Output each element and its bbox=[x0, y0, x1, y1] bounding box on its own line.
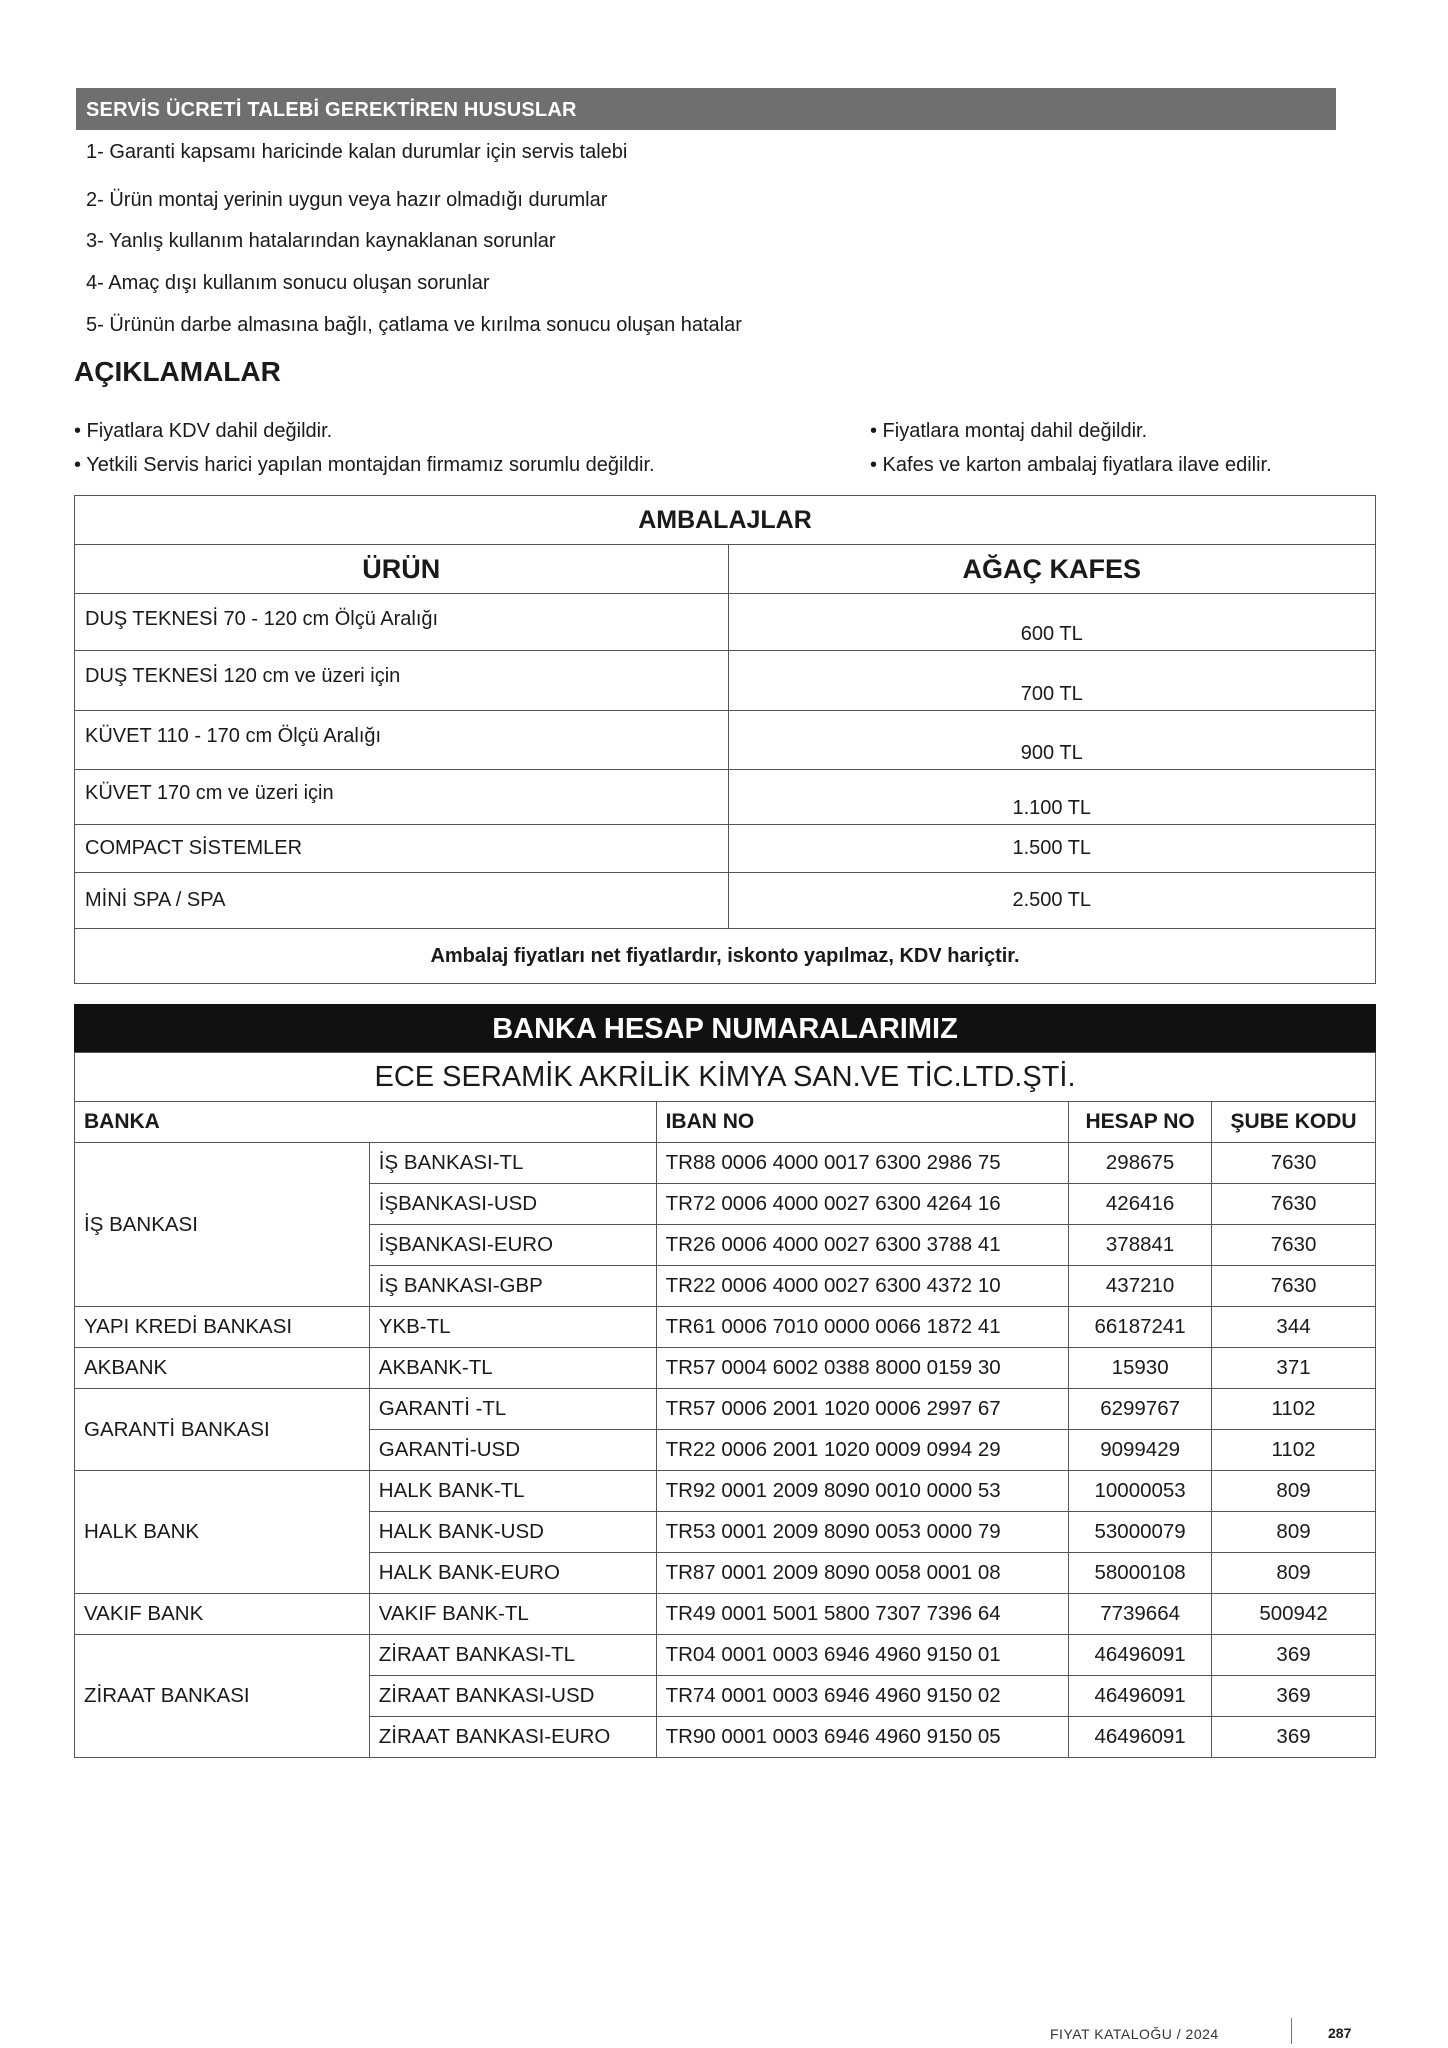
explanation-bullet: • Kafes ve karton ambalaj fiyatlara ilave edilir. bbox=[870, 454, 1272, 476]
account-number: 46496091 bbox=[1069, 1635, 1212, 1676]
account-name: İŞBANKASI-USD bbox=[369, 1184, 656, 1225]
account-number: 9099429 bbox=[1069, 1430, 1212, 1471]
bank-accounts-table bbox=[74, 1052, 1376, 1758]
explanations-title: AÇIKLAMALAR bbox=[74, 356, 281, 387]
iban-number: TR61 0006 7010 0000 0066 1872 41 bbox=[656, 1307, 1069, 1348]
packaging-col-product: ÜRÜN bbox=[75, 545, 729, 594]
account-name: YKB-TL bbox=[369, 1307, 656, 1348]
packaging-price: 700 TL bbox=[728, 651, 1376, 711]
bank-name: ZİRAAT BANKASI bbox=[75, 1635, 370, 1758]
branch-code: 7630 bbox=[1212, 1184, 1376, 1225]
account-number: 6299767 bbox=[1069, 1389, 1212, 1430]
table-row bbox=[75, 1143, 1376, 1184]
iban-number: TR57 0006 2001 1020 0006 2997 67 bbox=[656, 1389, 1069, 1430]
account-name: ZİRAAT BANKASI-EURO bbox=[369, 1717, 656, 1758]
iban-number: TR74 0001 0003 6946 4960 9150 02 bbox=[656, 1676, 1069, 1717]
col-account: HESAP NO bbox=[1069, 1102, 1212, 1143]
iban-number: TR53 0001 2009 8090 0053 0000 79 bbox=[656, 1512, 1069, 1553]
iban-number: TR22 0006 2001 1020 0009 0994 29 bbox=[656, 1430, 1069, 1471]
branch-code: 7630 bbox=[1212, 1225, 1376, 1266]
packaging-price: 900 TL bbox=[728, 711, 1376, 770]
account-number: 58000108 bbox=[1069, 1553, 1212, 1594]
packaging-note: Ambalaj fiyatları net fiyatlardır, iskonto yapılmaz, KDV hariçtir. bbox=[75, 929, 1376, 984]
service-item: 4- Amaç dışı kullanım sonucu oluşan sorunlar bbox=[86, 272, 490, 294]
packaging-product: MİNİ SPA / SPA bbox=[75, 873, 729, 929]
account-name: GARANTİ -TL bbox=[369, 1389, 656, 1430]
page-number: 287 bbox=[1328, 2025, 1352, 2041]
service-item: 1- Garanti kapsamı haricinde kalan durumlar için servis talebi bbox=[86, 141, 628, 163]
table-row bbox=[75, 651, 1376, 711]
col-branch: ŞUBE KODU bbox=[1212, 1102, 1376, 1143]
table-row bbox=[75, 1307, 1376, 1348]
iban-number: TR87 0001 2009 8090 0058 0001 08 bbox=[656, 1553, 1069, 1594]
account-name: ZİRAAT BANKASI-TL bbox=[369, 1635, 656, 1676]
table-row bbox=[75, 1594, 1376, 1635]
col-bank: BANKA bbox=[75, 1102, 657, 1143]
account-number: 437210 bbox=[1069, 1266, 1212, 1307]
iban-number: TR22 0006 4000 0027 6300 4372 10 bbox=[656, 1266, 1069, 1307]
table-row bbox=[75, 825, 1376, 873]
account-name: İŞ BANKASI-GBP bbox=[369, 1266, 656, 1307]
iban-number: TR04 0001 0003 6946 4960 9150 01 bbox=[656, 1635, 1069, 1676]
iban-number: TR49 0001 5001 5800 7307 7396 64 bbox=[656, 1594, 1069, 1635]
table-row bbox=[75, 1635, 1376, 1676]
service-item: 5- Ürünün darbe almasına bağlı, çatlama ve kırılma sonucu oluşan hatalar bbox=[86, 314, 742, 336]
branch-code: 809 bbox=[1212, 1471, 1376, 1512]
account-number: 10000053 bbox=[1069, 1471, 1212, 1512]
bank-name: VAKIF BANK bbox=[75, 1594, 370, 1635]
packaging-product: DUŞ TEKNESİ 120 cm ve üzeri için bbox=[75, 651, 729, 711]
branch-code: 1102 bbox=[1212, 1430, 1376, 1471]
account-number: 46496091 bbox=[1069, 1717, 1212, 1758]
account-name: VAKIF BANK-TL bbox=[369, 1594, 656, 1635]
bank-section-title: BANKA HESAP NUMARALARIMIZ bbox=[74, 1004, 1376, 1052]
packaging-title: AMBALAJLAR bbox=[75, 496, 1376, 545]
footer-divider bbox=[1291, 2018, 1292, 2044]
branch-code: 1102 bbox=[1212, 1389, 1376, 1430]
bank-name: GARANTİ BANKASI bbox=[75, 1389, 370, 1471]
explanation-bullet: • Fiyatlara montaj dahil değildir. bbox=[870, 420, 1148, 442]
packaging-product: DUŞ TEKNESİ 70 - 120 cm Ölçü Aralığı bbox=[75, 594, 729, 651]
service-item: 3- Yanlış kullanım hatalarından kaynaklanan sorunlar bbox=[86, 230, 556, 252]
branch-code: 344 bbox=[1212, 1307, 1376, 1348]
bank-name: AKBANK bbox=[75, 1348, 370, 1389]
branch-code: 809 bbox=[1212, 1512, 1376, 1553]
account-name: AKBANK-TL bbox=[369, 1348, 656, 1389]
iban-number: TR92 0001 2009 8090 0010 0000 53 bbox=[656, 1471, 1069, 1512]
account-number: 426416 bbox=[1069, 1184, 1212, 1225]
packaging-price: 1.100 TL bbox=[728, 770, 1376, 825]
iban-number: TR72 0006 4000 0027 6300 4264 16 bbox=[656, 1184, 1069, 1225]
table-row bbox=[75, 711, 1376, 770]
bank-name: YAPI KREDİ BANKASI bbox=[75, 1307, 370, 1348]
iban-number: TR26 0006 4000 0027 6300 3788 41 bbox=[656, 1225, 1069, 1266]
account-name: ZİRAAT BANKASI-USD bbox=[369, 1676, 656, 1717]
packaging-product: KÜVET 110 - 170 cm Ölçü Aralığı bbox=[75, 711, 729, 770]
branch-code: 371 bbox=[1212, 1348, 1376, 1389]
branch-code: 369 bbox=[1212, 1717, 1376, 1758]
table-row bbox=[75, 594, 1376, 651]
table-row bbox=[75, 873, 1376, 929]
packaging-col-price: AĞAÇ KAFES bbox=[728, 545, 1376, 594]
packaging-price: 2.500 TL bbox=[728, 873, 1376, 929]
col-iban: IBAN NO bbox=[656, 1102, 1069, 1143]
packaging-price: 1.500 TL bbox=[728, 825, 1376, 873]
company-name: ECE SERAMİK AKRİLİK KİMYA SAN.VE TİC.LTD.ŞTİ. bbox=[75, 1053, 1376, 1102]
account-number: 66187241 bbox=[1069, 1307, 1212, 1348]
service-section-title: SERVİS ÜCRETİ TALEBİ GEREKTİREN HUSUSLAR bbox=[76, 88, 1336, 130]
table-row bbox=[75, 770, 1376, 825]
packaging-price: 600 TL bbox=[728, 594, 1376, 651]
bank-name: İŞ BANKASI bbox=[75, 1143, 370, 1307]
bank-table-body bbox=[75, 1143, 1376, 1758]
branch-code: 809 bbox=[1212, 1553, 1376, 1594]
account-name: HALK BANK-EURO bbox=[369, 1553, 656, 1594]
packaging-product: COMPACT SİSTEMLER bbox=[75, 825, 729, 873]
packaging-table bbox=[74, 495, 1376, 984]
branch-code: 500942 bbox=[1212, 1594, 1376, 1635]
branch-code: 369 bbox=[1212, 1676, 1376, 1717]
account-name: İŞBANKASI-EURO bbox=[369, 1225, 656, 1266]
account-number: 378841 bbox=[1069, 1225, 1212, 1266]
table-row bbox=[75, 1389, 1376, 1430]
branch-code: 7630 bbox=[1212, 1143, 1376, 1184]
branch-code: 369 bbox=[1212, 1635, 1376, 1676]
account-number: 46496091 bbox=[1069, 1676, 1212, 1717]
bank-name: HALK BANK bbox=[75, 1471, 370, 1594]
packaging-product: KÜVET 170 cm ve üzeri için bbox=[75, 770, 729, 825]
iban-number: TR90 0001 0003 6946 4960 9150 05 bbox=[656, 1717, 1069, 1758]
explanation-bullet: • Yetkili Servis harici yapılan montajdan firmamız sorumlu değildir. bbox=[74, 454, 655, 476]
iban-number: TR88 0006 4000 0017 6300 2986 75 bbox=[656, 1143, 1069, 1184]
branch-code: 7630 bbox=[1212, 1266, 1376, 1307]
account-number: 15930 bbox=[1069, 1348, 1212, 1389]
explanation-bullet: • Fiyatlara KDV dahil değildir. bbox=[74, 420, 333, 442]
account-name: HALK BANK-TL bbox=[369, 1471, 656, 1512]
account-name: HALK BANK-USD bbox=[369, 1512, 656, 1553]
service-item: 2- Ürün montaj yerinin uygun veya hazır olmadığı durumlar bbox=[86, 189, 608, 211]
iban-number: TR57 0004 6002 0388 8000 0159 30 bbox=[656, 1348, 1069, 1389]
table-row bbox=[75, 1348, 1376, 1389]
account-number: 53000079 bbox=[1069, 1512, 1212, 1553]
table-row bbox=[75, 1471, 1376, 1512]
account-number: 7739664 bbox=[1069, 1594, 1212, 1635]
account-number: 298675 bbox=[1069, 1143, 1212, 1184]
account-name: İŞ BANKASI-TL bbox=[369, 1143, 656, 1184]
account-name: GARANTİ-USD bbox=[369, 1430, 656, 1471]
footer-label: FIYAT KATALOĞU / 2024 bbox=[1050, 2026, 1219, 2042]
